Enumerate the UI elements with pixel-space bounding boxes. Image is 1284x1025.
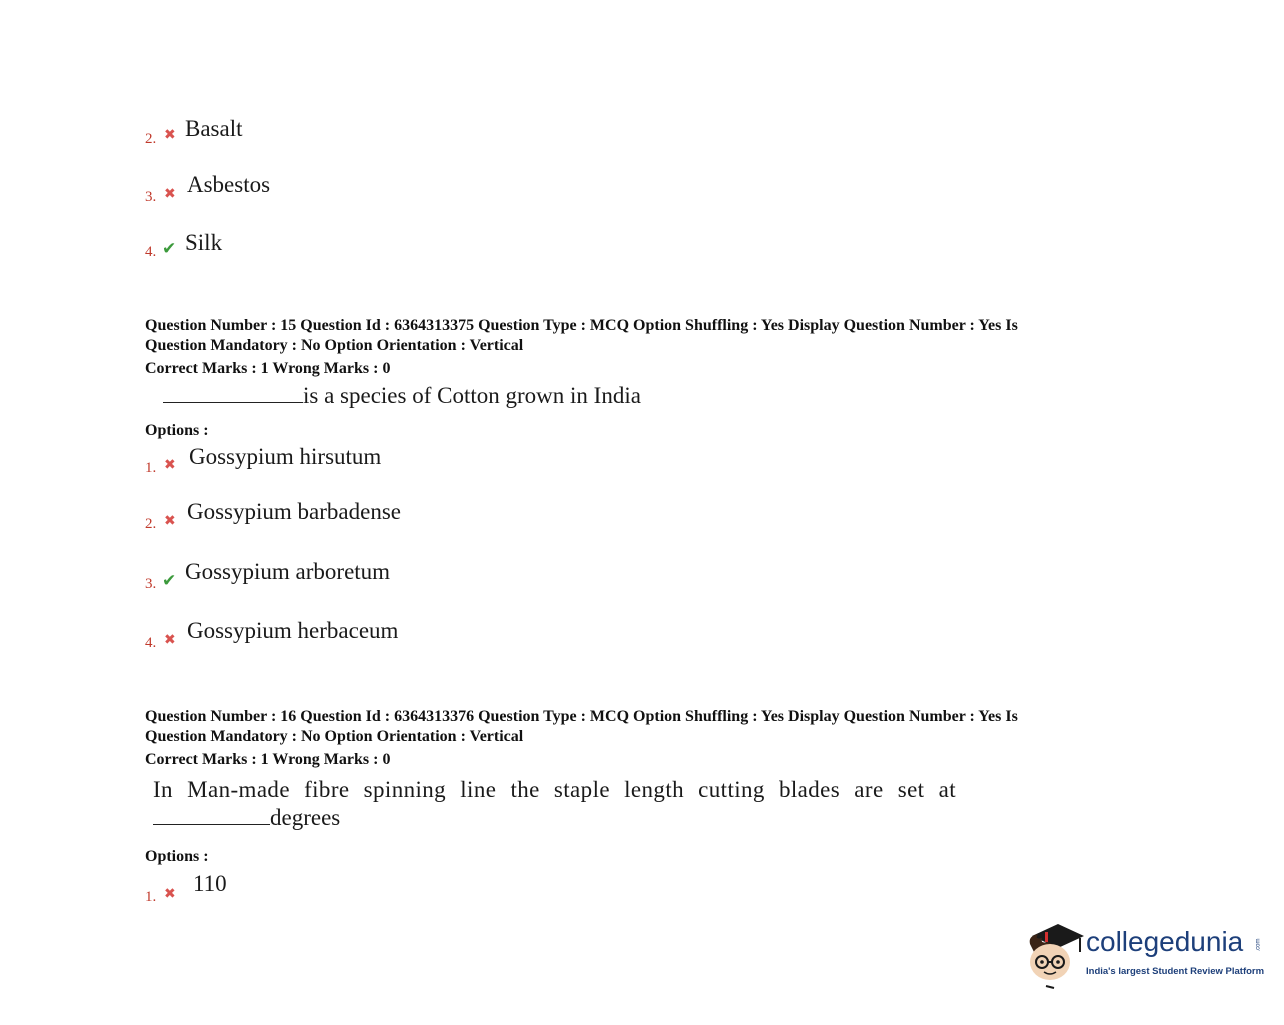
question-text-body: degrees — [270, 805, 341, 830]
question-meta: Question Number : 16 Question Id : 6364313376 Question Type : MCQ Option Shuffling : Yes Display Question Number : Yes Is — [145, 708, 1018, 725]
option-number: 4. — [145, 244, 157, 260]
cross-icon: ✖ — [164, 127, 176, 143]
question-marks: Correct Marks : 1 Wrong Marks : 0 — [145, 751, 391, 768]
options-label: Options : — [145, 422, 209, 439]
question-text-line2 — [153, 805, 340, 831]
cross-icon: ✖ — [164, 186, 176, 202]
option-number: 2. — [145, 516, 157, 532]
logo-tagline: India's largest Student Review Platform — [1086, 966, 1265, 977]
option-text: Asbestos — [187, 172, 271, 197]
cross-icon: ✖ — [164, 457, 176, 473]
cross-icon: ✖ — [164, 886, 176, 902]
options-label: Options : — [145, 848, 209, 865]
answer-blank — [163, 384, 303, 403]
option-number: 1. — [145, 889, 157, 905]
option-text: Gossypium barbadense — [187, 499, 401, 524]
question-text-body: is a species of Cotton grown in India — [303, 383, 641, 408]
option-number: 3. — [145, 576, 157, 592]
option-number: 4. — [145, 635, 157, 651]
check-icon: ✔ — [162, 239, 177, 259]
option-number: 1. — [145, 460, 157, 476]
option-text: Basalt — [185, 116, 243, 141]
option-text: Gossypium hirsutum — [189, 444, 382, 469]
option-text: Silk — [185, 230, 223, 255]
question-meta: Question Mandatory : No Option Orientation : Vertical — [145, 728, 524, 745]
option-text: Gossypium herbaceum — [187, 618, 399, 643]
cross-icon: ✖ — [164, 513, 176, 529]
option-number: 2. — [145, 131, 157, 147]
logo-suffix: .com — [1255, 938, 1262, 952]
question-text — [163, 383, 641, 409]
option-text: Gossypium arboretum — [185, 559, 391, 584]
mascot-icon — [1024, 918, 1086, 990]
question-marks: Correct Marks : 1 Wrong Marks : 0 — [145, 360, 391, 377]
logo-name: collegedunia — [1086, 926, 1244, 957]
collegedunia-logo — [1024, 916, 1264, 996]
option-number: 3. — [145, 189, 157, 205]
question-meta: Question Number : 15 Question Id : 6364313375 Question Type : MCQ Option Shuffling : Yes Display Question Number : Yes Is — [145, 317, 1018, 334]
cross-icon: ✖ — [164, 632, 176, 648]
option-text: 110 — [193, 871, 227, 896]
answer-blank — [153, 806, 270, 825]
check-icon: ✔ — [162, 571, 177, 591]
question-meta: Question Mandatory : No Option Orientation : Vertical — [145, 337, 524, 354]
question-text: In Man-made fibre spinning line the staple length cutting blades are set at — [153, 777, 957, 802]
